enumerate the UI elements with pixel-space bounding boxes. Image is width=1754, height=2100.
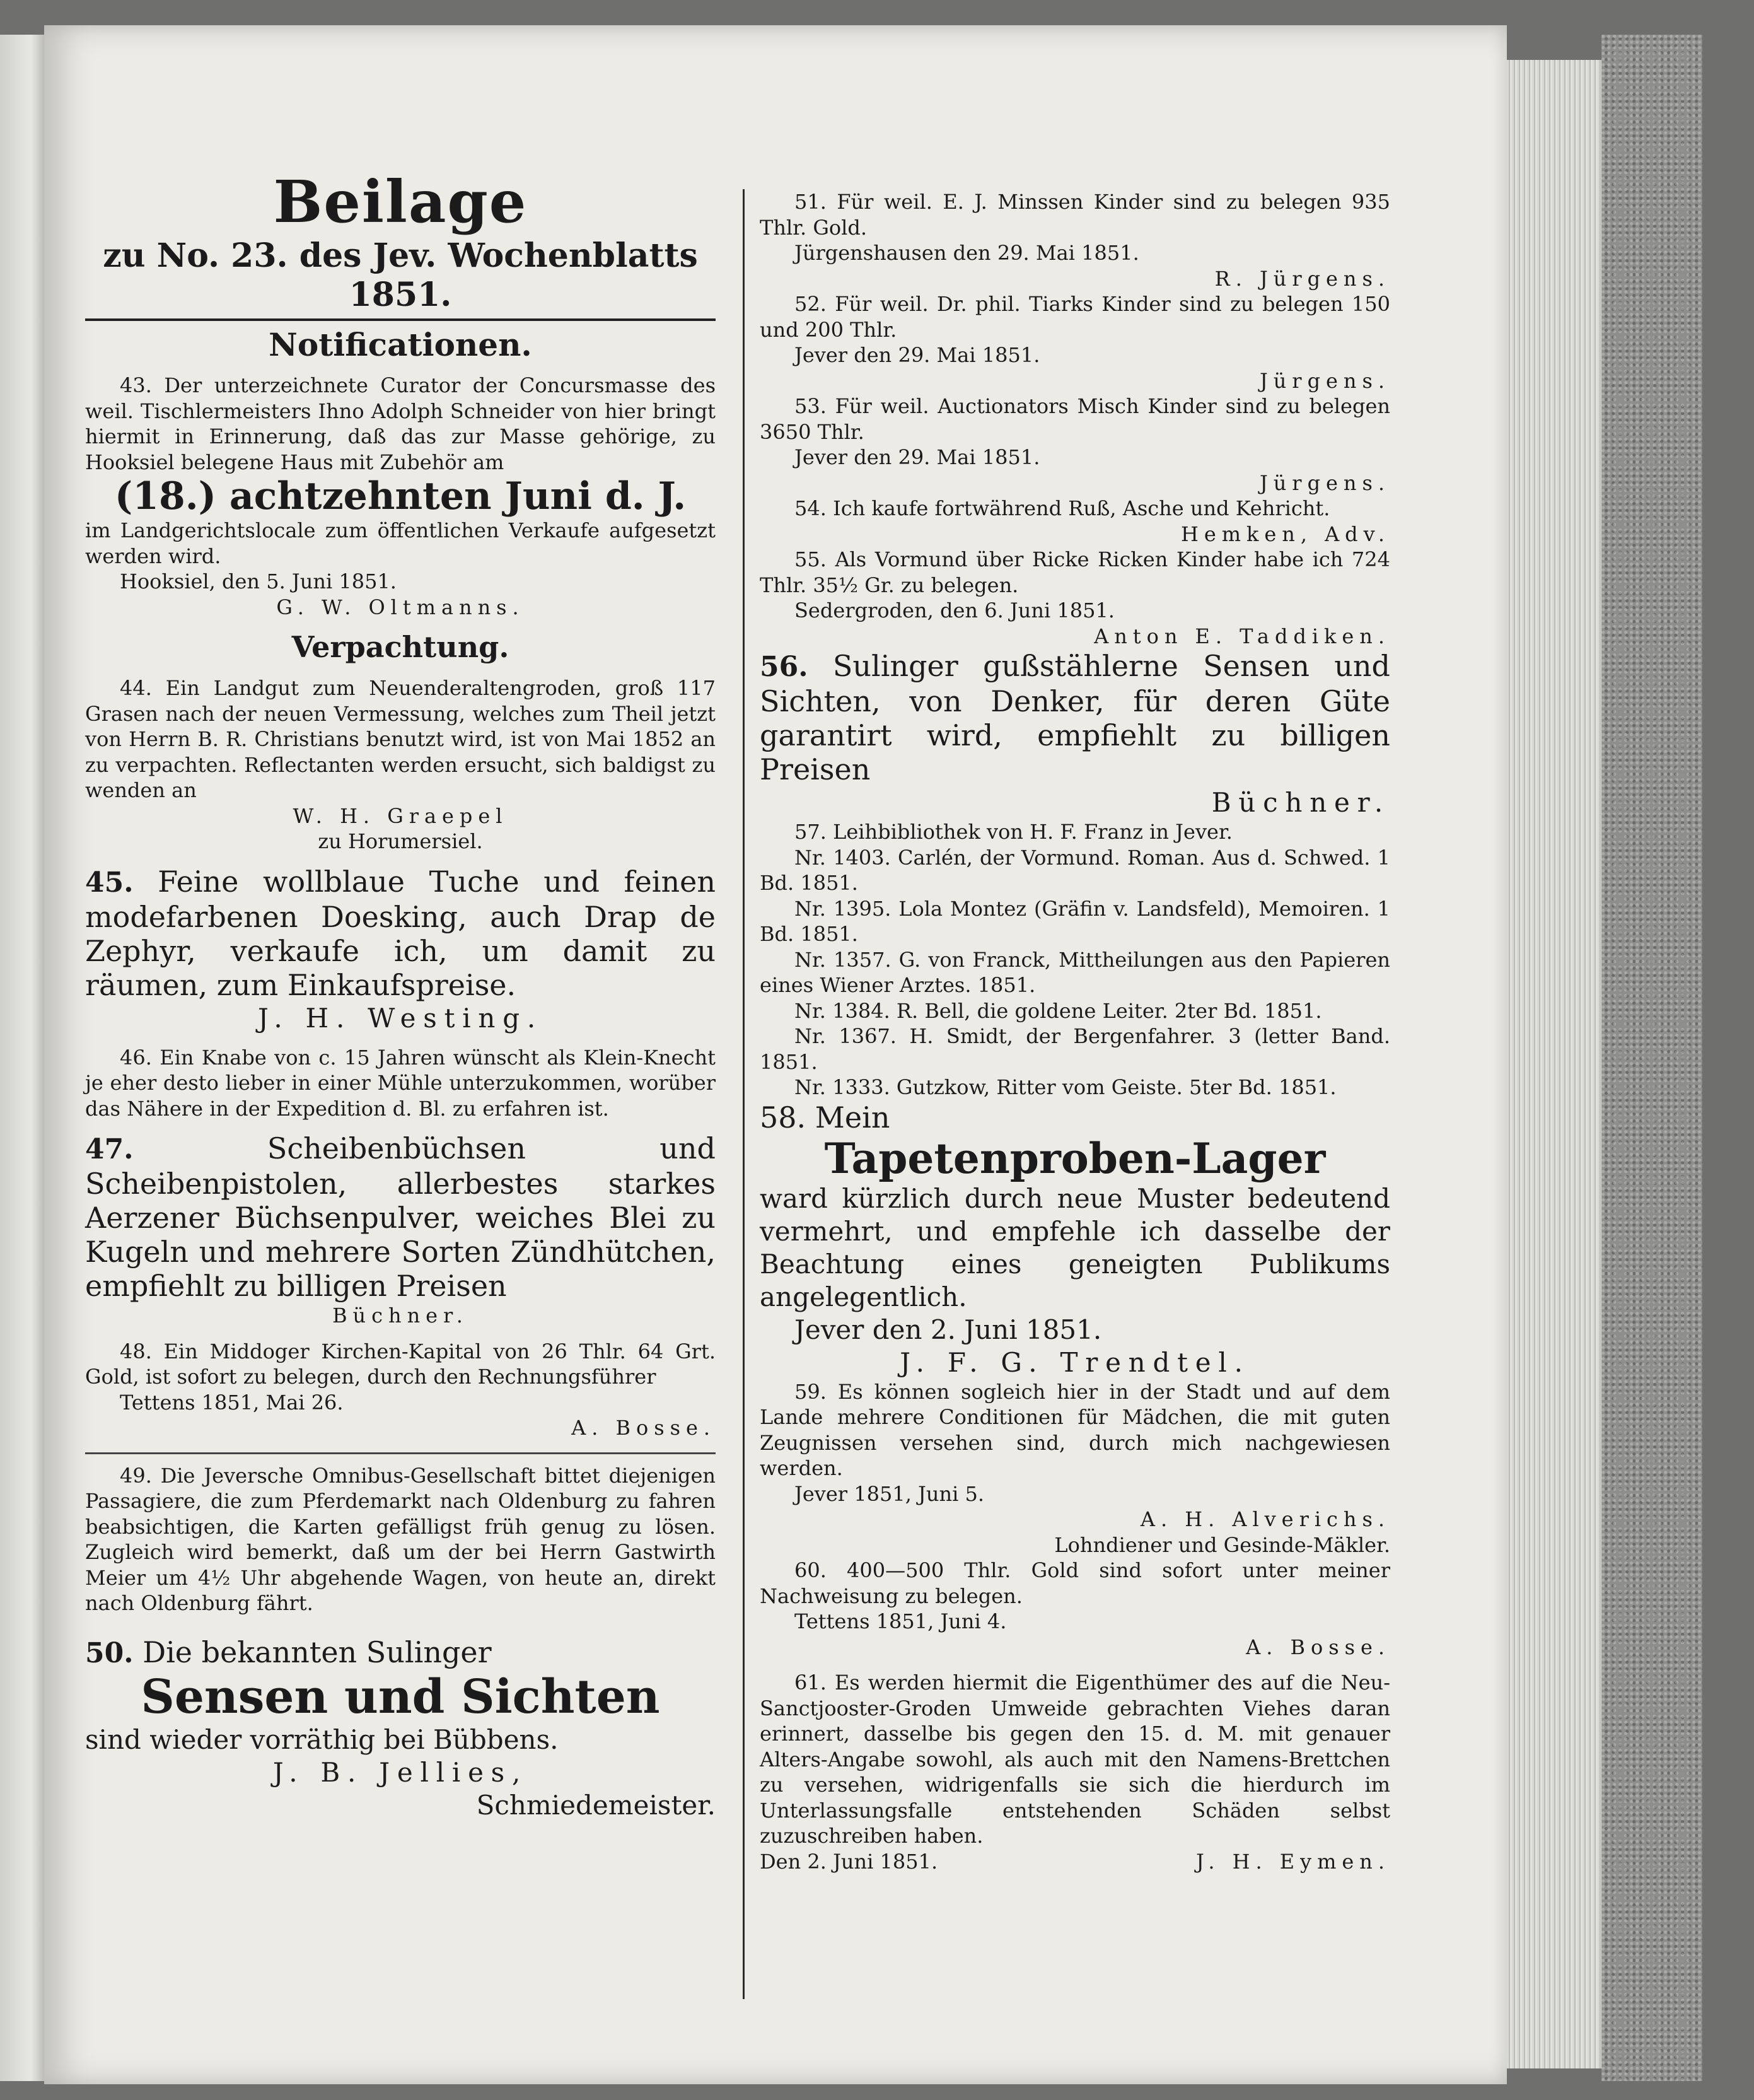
notice-57-item: Nr. 1395. Lola Montez (Gräfin v. Landsfeld), Memoiren. 1 Bd. 1851. bbox=[760, 896, 1390, 946]
notice-45-text: Feine wollblaue Tuche und feinen modefarbenen Doesking, auch Drap de Zephyr, verkaufe ich, um damit zu räumen, zum Einkaufspreise. bbox=[85, 864, 716, 1002]
notice-56-number: 56. bbox=[760, 651, 808, 683]
notice-50-headline: Sensen und Sichten bbox=[141, 1669, 660, 1724]
section-lease: Verpachtung. bbox=[291, 630, 509, 664]
notice-55-text: 55. Als Vormund über Ricke Ricken Kinder habe ich 724 Thlr. 35½ Gr. zu belegen. bbox=[760, 547, 1390, 597]
notice-53-signature: Jürgens. bbox=[1259, 470, 1390, 495]
notice-53-text: 53. Für weil. Auctionators Misch Kinder sind zu belegen 3650 Thlr. bbox=[760, 394, 1390, 444]
notice-47-signature: Büchner. bbox=[332, 1304, 468, 1327]
notice-44-signature: W. H. Graepel bbox=[293, 803, 508, 828]
page-stack-edges bbox=[1507, 60, 1601, 2068]
notice-52-text: 52. Für weil. Dr. phil. Tiarks Kinder sind zu belegen 150 und 200 Thlr. bbox=[760, 292, 1390, 342]
notice-60-signature: A. Bosse. bbox=[1246, 1635, 1390, 1659]
notice-45-signature: J. H. Westing. bbox=[258, 1002, 543, 1034]
notice-43-date: (18.) achtzehnten Juni d. J. bbox=[114, 474, 687, 518]
notice-57-item: Nr. 1384. R. Bell, die goldene Leiter. 2ter Bd. 1851. bbox=[794, 998, 1322, 1023]
notice-44-text: 44. Ein Landgut zum Neuenderaltengroden, groß 117 Grasen nach der neuen Vermessung, welches zum Theil jetzt von Herrn B. R. Christians benutzt wird, ist von Mai 1852 an zu verpachten. Reflectanten werden ersucht, sich baldigst zu wenden an bbox=[85, 676, 716, 802]
notice-55-signature: Anton E. Taddiken. bbox=[1094, 624, 1390, 648]
notice-51-text: 51. Für weil. E. J. Minssen Kinder sind zu belegen 935 Thlr. Gold. bbox=[760, 190, 1390, 240]
notice-50 bbox=[85, 1635, 716, 1671]
notice-61-place: Den 2. Juni 1851. bbox=[760, 1849, 938, 1874]
book-cover bbox=[1601, 35, 1702, 2081]
right-column bbox=[760, 189, 1390, 1874]
notice-48-text: 48. Ein Middoger Kirchen-Kapital von 26 Thlr. 64 Grt. Gold, ist sofort zu belegen, durch den Rechnungsführer bbox=[85, 1339, 716, 1389]
notice-46-text: 46. Ein Knabe von c. 15 Jahren wünscht als Klein-Knecht je eher desto lieber in einer Mühle unterzukommen, worüber das Nähere in der Expedition d. Bl. zu erfahren ist. bbox=[85, 1045, 716, 1121]
notice-52-place: Jever den 29. Mai 1851. bbox=[794, 343, 1040, 367]
column-rule bbox=[743, 189, 745, 1999]
section-notifications: Notificationen. bbox=[269, 326, 532, 363]
notice-50-head: Die bekannten Sulinger bbox=[142, 1635, 492, 1669]
notice-43-signature: G. W. Oltmanns. bbox=[276, 595, 525, 619]
notice-58-place: Jever den 2. Juni 1851. bbox=[794, 1314, 1102, 1345]
notice-47 bbox=[85, 1131, 716, 1303]
notice-58-headline: Tapetenproben-Lager bbox=[824, 1133, 1326, 1183]
notice-51-signature: R. Jürgens. bbox=[1214, 266, 1390, 291]
notice-56 bbox=[760, 649, 1390, 786]
notice-59-text: 59. Es können sogleich hier in der Stadt und auf dem Lande mehrere Conditionen für Mädchen, die mit guten Zeugnissen versehen sind, durch mich nachgewiesen werden. bbox=[760, 1379, 1390, 1480]
notice-61-signature: J. H. Eymen. bbox=[1196, 1849, 1390, 1874]
notice-50-text: sind wieder vorräthig bei Bübbens. bbox=[85, 1724, 559, 1755]
notice-58-signature: J. F. G. Trendtel. bbox=[900, 1346, 1250, 1378]
notice-54-signature: Hemken, Adv. bbox=[1180, 522, 1390, 546]
notice-60-place: Tettens 1851, Juni 4. bbox=[794, 1609, 1007, 1633]
notice-57-head: 57. Leihbibliothek von H. F. Franz in Jever. bbox=[794, 820, 1233, 844]
notice-47-number: 47. bbox=[85, 1133, 134, 1165]
notice-48-signature: A. Bosse. bbox=[571, 1416, 716, 1440]
notice-59-signature: A. H. Alverichs. bbox=[1140, 1507, 1390, 1531]
left-column bbox=[85, 161, 716, 1822]
notice-57-item: Nr. 1403. Carlén, der Vormund. Roman. Aus d. Schwed. 1 Bd. 1851. bbox=[760, 845, 1390, 895]
notice-55-place: Sedergroden, den 6. Juni 1851. bbox=[794, 598, 1115, 622]
notice-59-place: Jever 1851, Juni 5. bbox=[794, 1481, 985, 1506]
notice-45 bbox=[85, 865, 716, 1002]
notice-52-signature: Jürgens. bbox=[1259, 368, 1390, 393]
notice-57-item: Nr. 1333. Gutzkow, Ritter vom Geiste. 5ter Bd. 1851. bbox=[794, 1075, 1337, 1099]
notice-43-place: Hooksiel, den 5. Juni 1851. bbox=[120, 569, 397, 593]
notice-59-signature-title: Lohndiener und Gesinde-Mäkler. bbox=[1054, 1532, 1390, 1557]
notice-43-text2: im Landgerichtslocale zum öffentlichen Verkaufe aufgesetzt werden wird. bbox=[85, 518, 716, 568]
supplement-subtitle: zu No. 23. des Jev. Wochenblatts 1851. bbox=[85, 236, 716, 321]
notice-56-text: Sulinger gußstählerne Sensen und Sichten, von Denker, für deren Güte garantirt wird, empfiehlt zu billigen Preisen bbox=[760, 649, 1390, 786]
notice-56-signature: Büchner. bbox=[1211, 787, 1390, 818]
notice-49-text: 49. Die Jeversche Omnibus-Gesellschaft bittet diejenigen Passagiere, die zum Pferdemarkt nach Oldenburg zu fahren beabsichtigen, die Karten gefälligst früh genug zu lösen. Zugleich wird bemerkt, daß um der bei Herrn Gastwirth Meier um 4½ Uhr abgehende Wagen, von heute an, direkt nach Oldenburg fährt. bbox=[85, 1463, 716, 1615]
notice-50-number: 50. bbox=[85, 1636, 134, 1669]
notice-61-text: 61. Es werden hiermit die Eigenthümer des auf die Neu-Sanctjooster-Groden Umweide gebrachten Viehes daran erinnert, dasselbe bis gegen den 15. d. M. mit genauer Alters-Angabe sowohl, als auch mit den Namens-Brettchen zu versehen, widrigenfalls sie sich die hierdurch im Unterlassungsfalle entstehenden Schäden selbst zuzuschreiben haben. bbox=[760, 1671, 1390, 1848]
notice-48-place: Tettens 1851, Mai 26. bbox=[120, 1390, 344, 1415]
notice-54-text: 54. Ich kaufe fortwährend Ruß, Asche und Kehricht. bbox=[794, 496, 1330, 520]
notice-57-item: Nr. 1367. H. Smidt, der Bergenfahrer. 3 (letter Band. 1851. bbox=[760, 1024, 1390, 1074]
notice-57-item: Nr. 1357. G. von Franck, Mittheilungen aus den Papieren eines Wiener Arztes. 1851. bbox=[760, 947, 1390, 997]
notice-61-footer bbox=[760, 1849, 1390, 1875]
notice-60-text: 60. 400—500 Thlr. Gold sind sofort unter meiner Nachweisung zu belegen. bbox=[760, 1558, 1390, 1608]
previous-page-edge bbox=[0, 35, 44, 2081]
supplement-title: Beilage bbox=[273, 168, 528, 236]
notice-43-text: 43. Der unterzeichnete Curator der Concursmasse des weil. Tischlermeisters Ihno Adolph Schneider von hier bringt hiermit in Erinnerung, daß das zur Masse gehörige, zu Hooksiel belegene Haus mit Zubehör am bbox=[85, 373, 716, 474]
notice-58-text: ward kürzlich durch neue Muster bedeutend vermehrt, und empfehle ich dasselbe der Beachtung eines geneigten Publikums angelegentlich. bbox=[760, 1182, 1390, 1312]
notice-45-number: 45. bbox=[85, 866, 134, 899]
notice-53-place: Jever den 29. Mai 1851. bbox=[794, 445, 1040, 469]
notice-44-signature-place: zu Horumersiel. bbox=[318, 829, 483, 853]
notice-47-text: Scheibenbüchsen und Scheibenpistolen, allerbestes starkes Aerzener Büchsenpulver, weiches Blei zu Kugeln und mehrere Sorten Zündhütchen, empfiehlt zu billigen Preisen bbox=[85, 1131, 716, 1303]
notice-50-signature: J. B. Jellies, bbox=[272, 1756, 528, 1788]
divider-rule bbox=[85, 1452, 716, 1454]
notice-50-signature-title: Schmiedemeister. bbox=[476, 1789, 716, 1821]
notice-58-head: 58. Mein bbox=[760, 1100, 890, 1135]
notice-51-place: Jürgenshausen den 29. Mai 1851. bbox=[794, 241, 1139, 265]
